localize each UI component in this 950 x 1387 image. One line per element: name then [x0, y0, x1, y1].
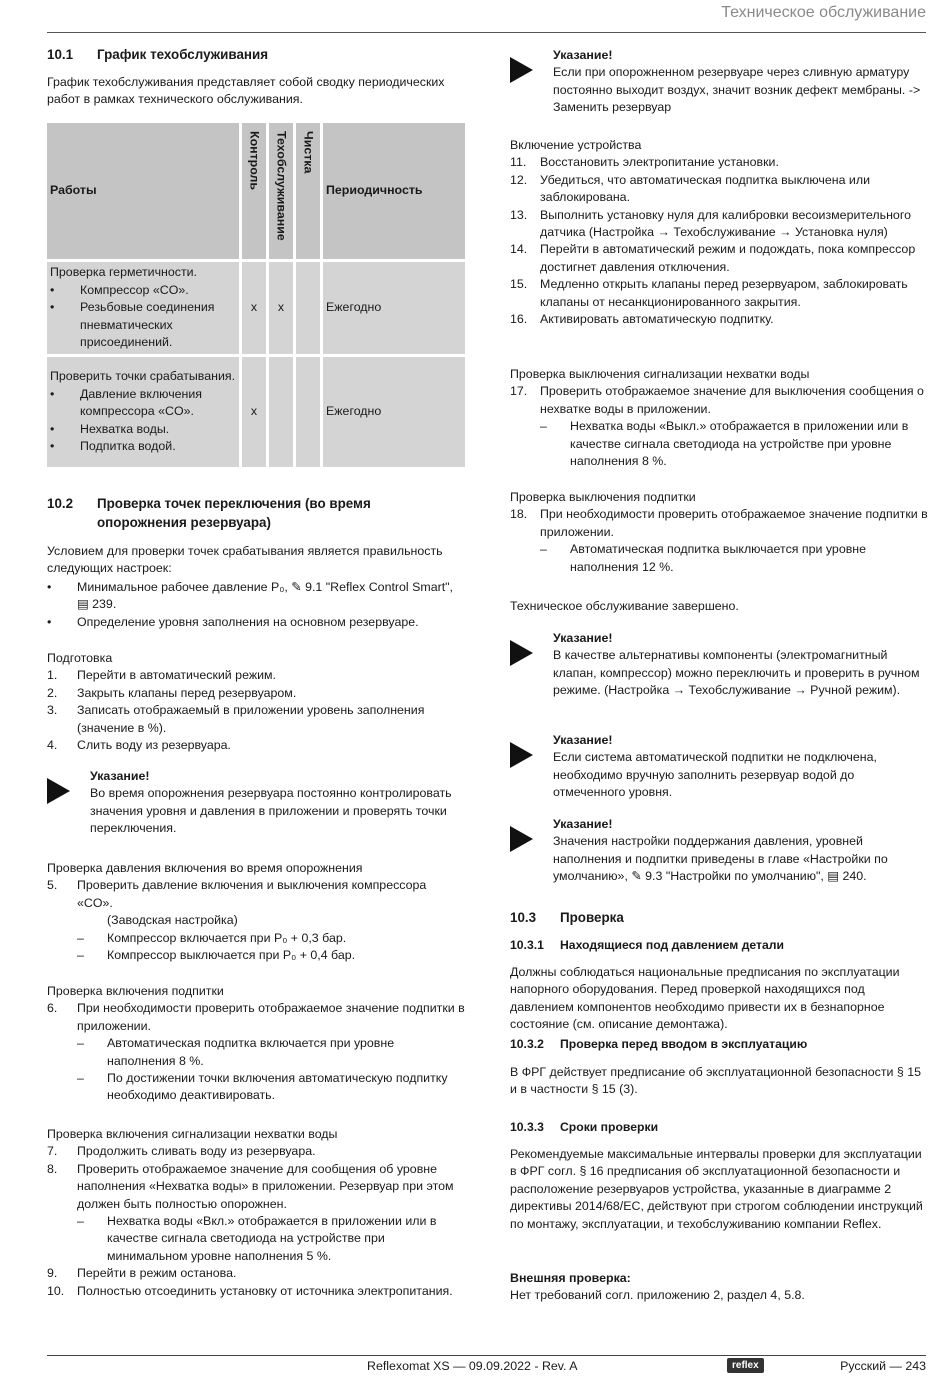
- running-header: Техническое обслуживание: [721, 4, 926, 21]
- prep-steps: Подготовка 1. Перейти в автоматический режим. 2. Закрыть клапаны перед резервуаром. 3. Записать отображаемый в приложении уровень заполнения (значение в %). 4. Слить воду из резервуара.: [47, 651, 425, 753]
- note-arrow-icon: [510, 742, 533, 768]
- header-rule: [47, 32, 926, 33]
- maintenance-table: [47, 120, 465, 470]
- intro-10-1: График техобслуживания представляет собой сводку периодических работ в рамках технического обслуживания.: [47, 75, 445, 107]
- steps-11-16: Включение устройства 11. Восстановить электропитание установки. 12. Убедиться, что автоматическая подпитка выключена или заблокирована. 13. Выполнить установку нуля для калибровки весоизмерительного датчика (Настройка → Техобслуживание → Установка нуля) 14. Перейти в автоматический режим и подождать, пока компрессор достигнет давления отключения. 15. Медленно открыть клапаны перед резервуаром, заблокировать клапаны от несанкционированного закрытия. 16. Активировать автоматическую подпитку.: [510, 138, 916, 327]
- note-box: Указание! Если система автоматической подпитки не подключена, необходимо вручную заполнить резервуар водой до отмеченного уровня.: [510, 732, 928, 802]
- footer-doc-info: Reflexomat XS — 09.09.2022 - Rev. A: [367, 1359, 578, 1373]
- steps-17: Проверка выключения сигнализации нехватки воды 17. Проверить отображаемое значение для выключения сообщения о нехватке воды в приложении. – Нехватка воды «Выкл.» отображается в приложении или в качестве сигнала светодиода на устройстве при уровне наполнения 8 %.: [510, 367, 924, 469]
- footer-page-number: Русский — 243: [840, 1359, 926, 1373]
- heading-10-2: 10.2 Проверка точек переключения (во время опорожнения резервуара): [47, 496, 371, 530]
- table-row: Проверить точки срабатывания. • Давление включения компрессора «CO». • Нехватка воды. • Подпитка водой. x Ежегодно: [47, 357, 465, 467]
- note-box: Указание! В качестве альтернативы компоненты (электромагнитный клапан, компрессор) можно переключить и проверить в ручном режиме. (Настройка → Техобслуживание → Ручной режим).: [510, 630, 928, 700]
- note-arrow-icon: [510, 57, 533, 83]
- th-control: Контроль: [242, 123, 266, 259]
- body-10-3-2: В ФРГ действует предписание об эксплуатационной безопасности § 15 и в частности § 15 (3).: [510, 1065, 921, 1097]
- intro-10-2: Условием для проверки точек срабатывания является правильность следующих настроек:: [47, 544, 443, 576]
- steps-7-10: Проверка включения сигнализации нехватки воды 7. Продолжить сливать воду из резервуара. 8. Проверить отображаемое значение для сообщения об уровне наполнения «Нехватка воды» в приложении. Резервуар при этом должен быть полностью опорожнен. – Нехватка воды «Вкл.» отображается в приложении или в качестве сигнала светодиода на устройстве при минимальном уровне наполнения 5 %. 9. Перейти в режим останова. 10. Полностью отсоединить установку от источника электропитания.: [47, 1127, 454, 1298]
- external-check: Внешняя проверка: Нет требований согл. приложению 2, раздел 4, 5.8.: [510, 1271, 805, 1303]
- note-arrow-icon: [510, 640, 533, 666]
- footer-rule: [47, 1355, 926, 1356]
- th-work: Работы: [47, 123, 239, 259]
- reflex-logo: reflex: [727, 1358, 764, 1373]
- steps-6: Проверка включения подпитки 6. При необходимости проверить отображаемое значение подпитки в приложении. – Автоматическая подпитка включается при уровне наполнения 8 %. – По достижении точки включения автоматическую подпитку необходимо деактивировать.: [47, 984, 465, 1103]
- note-box: Указание! Значения настройки поддержания давления, уровней наполнения и подпитки приведены в главе «Настройки по умолчанию», ✎ 9.3 "Настройки по умолчанию", ▤ 240.: [510, 816, 928, 886]
- note-arrow-icon: [510, 826, 533, 852]
- heading-10-3: 10.3 Проверка: [510, 910, 624, 925]
- heading-10-3-2: 10.3.2 Проверка перед вводом в эксплуатацию: [510, 1037, 808, 1051]
- note-box: Указание! Если при опорожненном резервуаре через сливную арматуру постоянно выходит воздух, значит возник дефект мембраны. -> Заменить резервуар: [510, 47, 928, 117]
- steps-18: Проверка выключения подпитки 18. При необходимости проверить отображаемое значение подпитки в приложении. – Автоматическая подпитка выключается при уровне наполнения 12 %.: [510, 490, 928, 574]
- heading-10-1: 10.1 График техобслуживания: [47, 47, 269, 62]
- steps-5: Проверка давления включения во время опорожнения 5. Проверить давление включения и выключения компрессора «CO». (Заводская настройка) – Компрессор включается при P₀ + 0,3 бар. – Компрессор выключается при P₀ + 0,4 бар.: [47, 861, 427, 963]
- table-row: Проверка герметичности. • Компрессор «CO». • Резьбовые соединения пневматических присоединений. x x Ежегодно: [47, 262, 465, 354]
- heading-10-3-3: 10.3.3 Сроки проверки: [510, 1120, 659, 1134]
- body-10-3-3: Рекомендуемые максимальные интервалы проверки для эксплуатации в ФРГ согл. § 16 предписания об эксплуатационной безопасности и расположение резервуаров устройства, указанные в диаграмме 2 директивы 2014/68/ЕС, действуют при строгом соблюдении инструкций по монтажу, эксплуатации, и техобслуживанию компании Reflex.: [510, 1147, 923, 1231]
- th-period: Периодичность: [323, 123, 465, 259]
- settings-list: • Минимальное рабочее давление P₀, ✎ 9.1 "Reflex Control Smart", ▤ 239. • Определение уровня заполнения на основном резервуаре.: [47, 580, 454, 629]
- th-clean: Чистка: [296, 123, 320, 259]
- th-service: Техобслуживание: [269, 123, 293, 259]
- done-text: Техническое обслуживание завершено.: [510, 599, 739, 613]
- note-box: Указание! Во время опорожнения резервуара постоянно контролировать значения уровня и давления в приложении и проверять точки переключения.: [47, 768, 465, 838]
- note-arrow-icon: [47, 778, 70, 804]
- heading-10-3-1: 10.3.1 Находящиеся под давлением детали: [510, 938, 785, 952]
- body-10-3-1: Должны соблюдаться национальные предписания по эксплуатации напорного оборудования. Перед проверкой находящихся под давлением компонентов необходимо привести их в безнапорное состояние (см. описание демонтажа).: [510, 965, 900, 1032]
